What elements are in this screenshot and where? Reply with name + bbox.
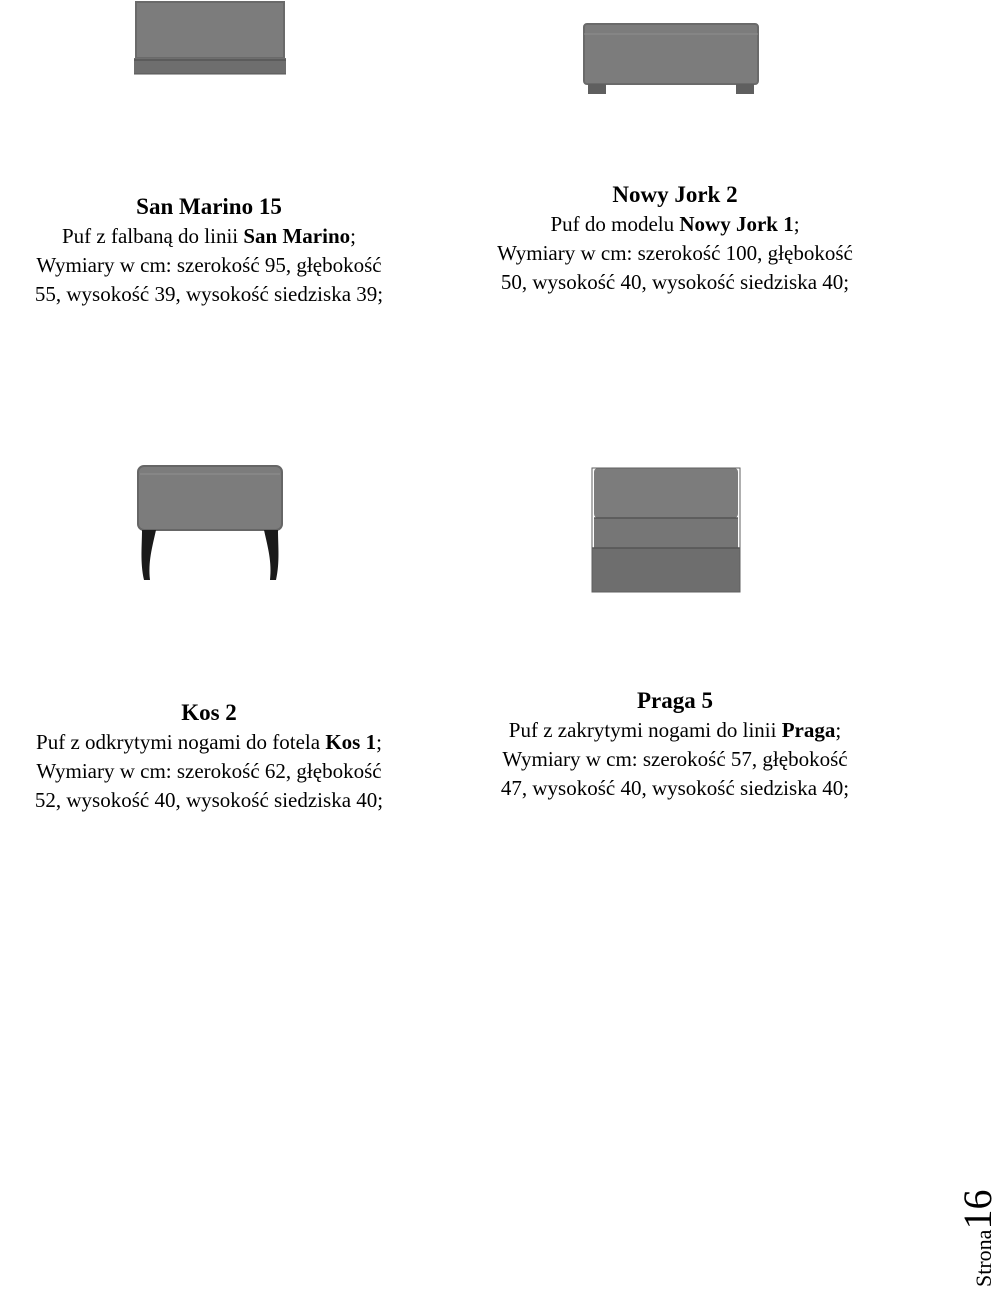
san-marino-15-caption: [0, 192, 418, 309]
san-marino-15-pouf-image: [130, 0, 290, 82]
product-title: San Marino 15: [136, 194, 282, 219]
praga-5-pouf-image: [588, 464, 744, 594]
product-description: Puf do modelu Nowy Jork 1;: [550, 212, 800, 236]
product-dimensions-line1: Wymiary w cm: szerokość 95, głębokość: [36, 253, 382, 277]
praga-5-caption: [440, 686, 910, 803]
page-label: Strona: [971, 1229, 996, 1287]
product-title: Nowy Jork 2: [612, 182, 738, 207]
product-description: Puf z odkrytymi nogami do fotela Kos 1;: [36, 730, 382, 754]
product-description: Puf z falbaną do linii San Marino;: [62, 224, 356, 248]
product-title: Praga 5: [636, 688, 713, 713]
nowy-jork-2-caption: [440, 180, 910, 297]
product-dimensions-line2: 55, wysokość 39, wysokość siedziska 39;: [34, 282, 384, 306]
product-dimensions-line2: 50, wysokość 40, wysokość siedziska 40;: [500, 270, 850, 294]
nowy-jork-2-pouf-image: [578, 20, 764, 100]
product-dimensions-line2: 52, wysokość 40, wysokość siedziska 40;: [34, 788, 384, 812]
product-dimensions-line1: Wymiary w cm: szerokość 100, głębokość: [497, 241, 853, 265]
kos-2-caption: [0, 698, 418, 815]
product-dimensions-line2: 47, wysokość 40, wysokość siedziska 40;: [500, 776, 850, 800]
product-title: Kos 2: [181, 700, 237, 725]
product-dimensions-line1: Wymiary w cm: szerokość 57, głębokość: [502, 747, 848, 771]
page-number-value: 16: [955, 1189, 1000, 1230]
kos-2-pouf-image: [128, 462, 292, 586]
product-description: Puf z zakrytymi nogami do linii Praga;: [508, 718, 842, 742]
product-dimensions-line1: Wymiary w cm: szerokość 62, głębokość: [36, 759, 382, 783]
page-number: [908, 1175, 1000, 1295]
